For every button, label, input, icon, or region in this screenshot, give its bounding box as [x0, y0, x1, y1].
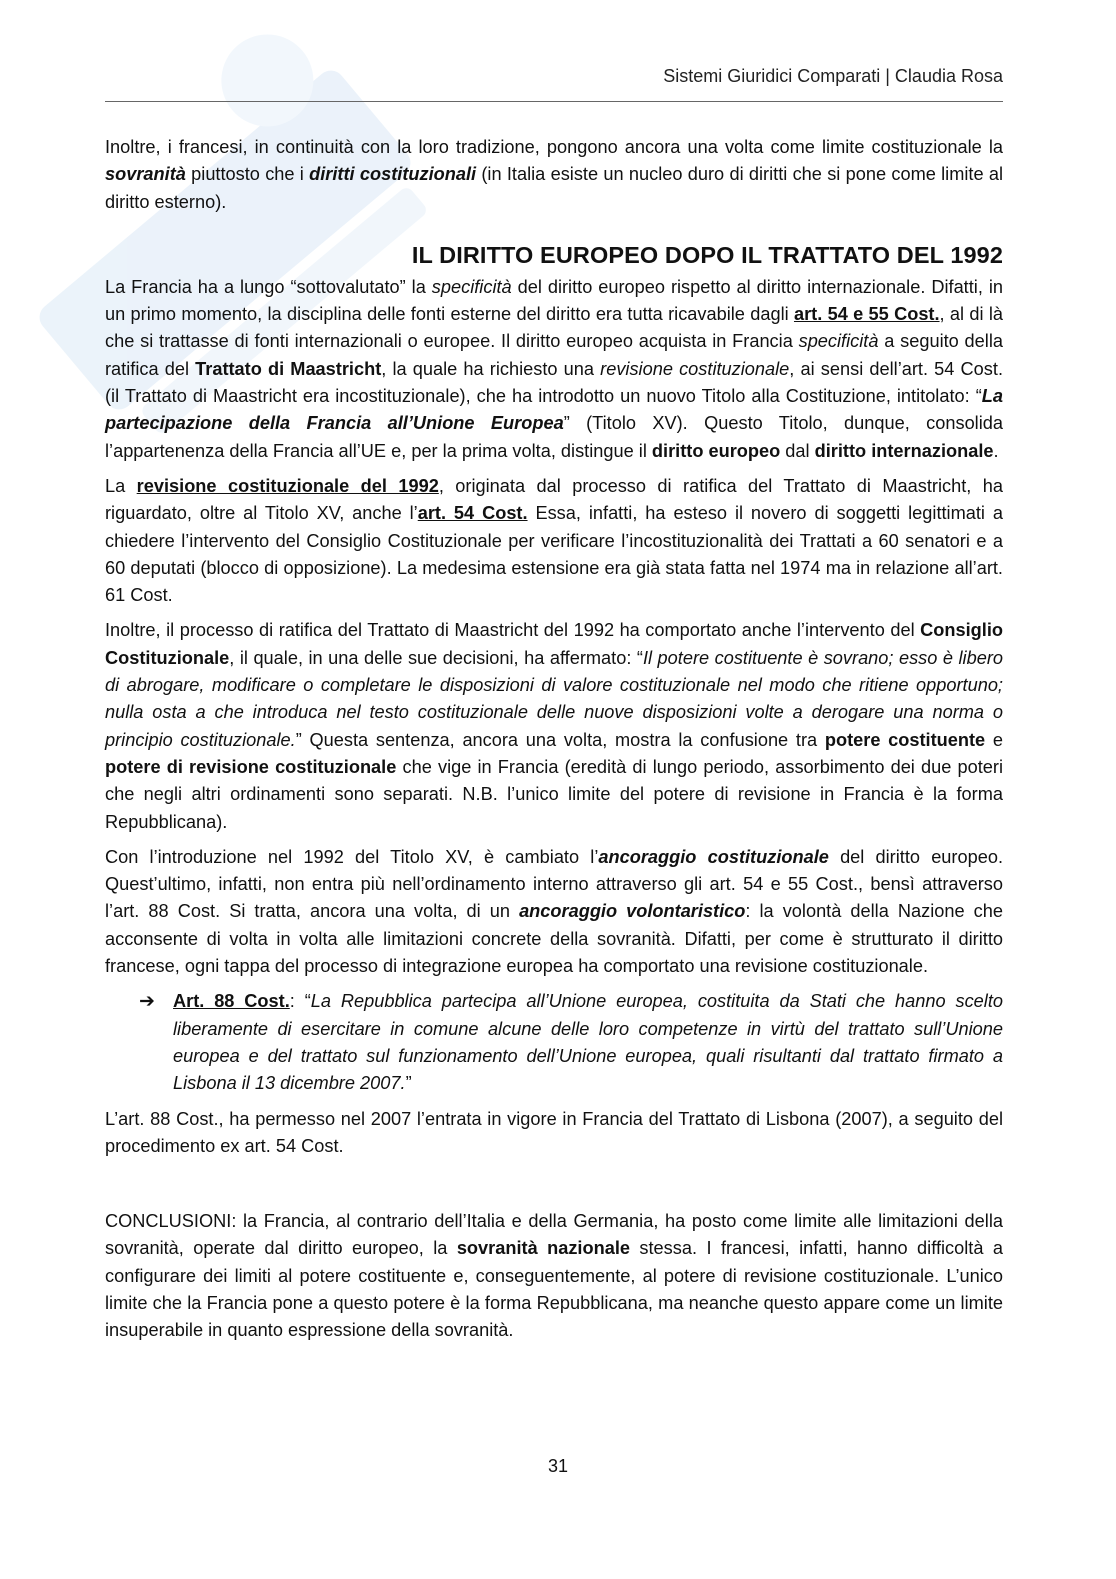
paragraph-conclusioni: CONCLUSIONI: la Francia, al contrario dell’Italia e della Germania, ha posto come limite alle limitazioni della sovranità, operate dal diritto europeo, la sovranità nazionale stessa. I francesi, infatti, hanno difficoltà a configurare dei limiti al potere costituente e, conseguentemente, al potere di revisione costituzionale. L’unico limite che la Francia pone a questo potere è la forma Repubblicana, ma neanche questo appare come un limite insuperabile in quanto espressione della sovranità. [105, 1211, 1003, 1341]
page-number: 31 [547, 1456, 569, 1476]
main-content [105, 134, 1003, 1353]
paragraph-specificita: La Francia ha a lungo “sottovalutato” la specificità del diritto europeo rispetto al diritto internazionale. Difatti, in un primo momento, la disciplina delle fonti esterne del diritto era tutta ricavabile dagli art. 54 e 55 Cost., al di là che si trattasse di fonti internazionali o europee. Il diritto europeo acquista in Francia specificità a seguito della ratifica del Trattato di Maastricht, la quale ha richiesto una revisione costituzionale, ai sensi dell’art. 54 Cost. (il Trattato di Maastricht era incostituzionale), che ha introdotto un nuovo Titolo alla Costituzione, intitolato: “La partecipazione della Francia all’Unione Europea” (Titolo XV). Questo Titolo, dunque, consolida l’appartenenza della Francia all’UE e, per la prima volta, distingue il diritto europeo dal diritto internazionale. [105, 276, 1004, 461]
art-88-text: Art. 88 Cost.: “La Repubblica partecipa all’Unione europea, costituita da Stati che hanno scelto liberamente di esercitare in comune alcune delle loro competenze in virtù del trattato sull’Unione europea e del trattato sul funzionamento dell’Unione europea, quali risultanti dal trattato firmato a Lisbona il 13 dicembre 2007.” [173, 991, 1003, 1094]
section-title: IL DIRITTO EUROPEO DOPO IL TRATTATO DEL 1992 [411, 241, 1003, 268]
arrow-icon: ➔ [139, 991, 155, 1013]
art-88-quote [139, 988, 1003, 1097]
paragraph-consiglio: Inoltre, il processo di ratifica del Trattato di Maastricht del 1992 ha comportato anche l’intervento del Consiglio Costituzionale, il quale, in una delle sue decisioni, ha affermato: “Il potere costituente è sovrano; esso è libero di abrogare, modificare o completare le disposizioni di valore costituzionale nel modo che ritiene opportuno; nulla osta a che introduca nel testo costituzionale delle nuove disposizioni volte a derogare una norma o principio costituzionale.” Questa sentenza, ancora una volta, mostra la confusione tra potere costituente e potere di revisione costituzionale che vige in Francia (eredità di lungo periodo, assorbimento dei due poteri che negli altri ordinamenti sono separati. N.B. l’unico limite del potere di revisione in Francia è la forma Repubblicana). [105, 620, 1004, 832]
paragraph-revisione-1992: La revisione costituzionale del 1992, originata dal processo di ratifica del Trattato di Maastricht, ha riguardato, oltre al Titolo XV, anche l’art. 54 Cost. Essa, infatti, ha esteso il novero di soggetti legittimati a chiedere l’intervento del Consiglio Costituzionale per verificare l’incostituzionalità dei Trattati a 60 senatori e a 60 deputati (blocco di opposizione). La medesima estensione era già stata fatta nel 1974 ma in relazione all’art. 61 Cost. [105, 475, 1003, 606]
header-divider [105, 101, 1003, 102]
running-header: Sistemi Giuridici Comparati | Claudia Rosa [663, 66, 1003, 86]
paragraph-ancoraggio: Con l’introduzione nel 1992 del Titolo XV, è cambiato l’ancoraggio costituzionale del diritto europeo. Quest’ultimo, infatti, non entra più nell’ordinamento interno attraverso gli art. 54 e 55 Cost., bensì attraverso l’art. 88 Cost. Si tratta, ancora una volta, di un ancoraggio volontaristico: la volontà della Nazione che acconsente di volta in volta alle limitazioni concrete della sovranità. Difatti, per come è strutturato il diritto francese, ogni tappa del processo di integrazione europea ha comportato una revisione costituzionale. [105, 846, 1003, 977]
paragraph-lisbona: L’art. 88 Cost., ha permesso nel 2007 l’entrata in vigore in Francia del Trattato di Lisbona (2007), a seguito del procedimento ex art. 54 Cost. [105, 1108, 1003, 1156]
intro-paragraph: Inoltre, i francesi, in continuità con la loro tradizione, pongono ancora una volta come limite costituzionale la sovranità piuttosto che i diritti costituzionali (in Italia esiste un nucleo duro di diritti che si pone come limite al diritto esterno). [105, 137, 1003, 212]
